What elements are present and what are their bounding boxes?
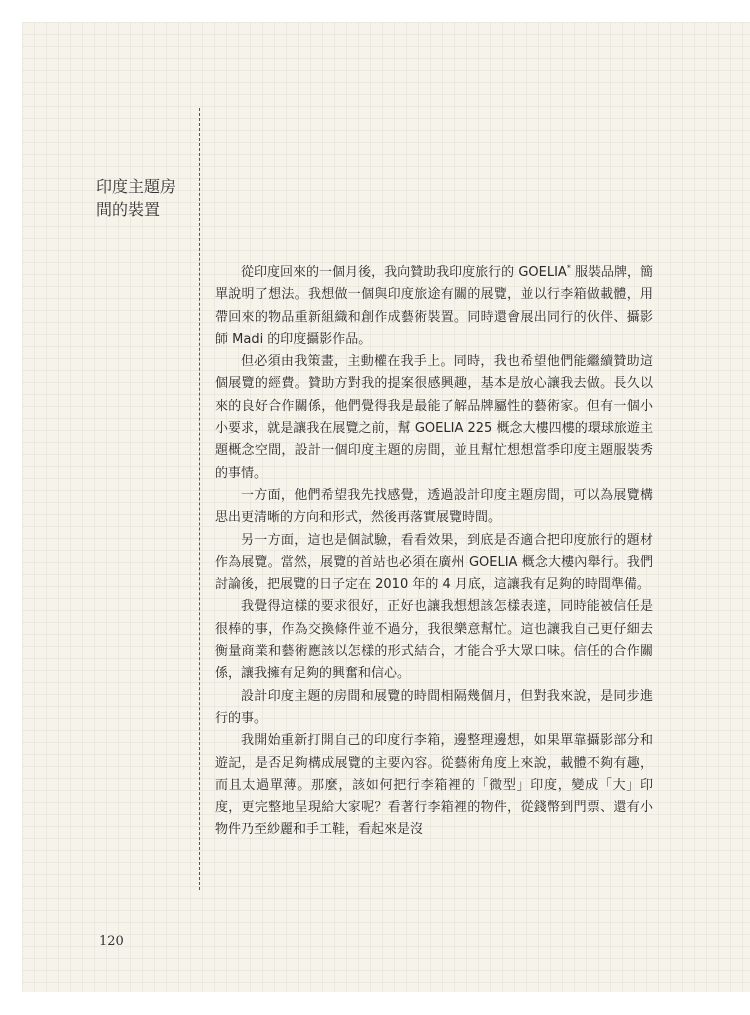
paragraph-1 — [215, 262, 653, 351]
paragraph-3: 一方面，他們希望我先找感覺，透過設計印度主題房間，可以為展覽構思出更清晰的方向和形式，然後再落實展覽時間。 — [215, 487, 653, 526]
paragraph-1-text-b: 服裝品牌，簡單說明了想法。我想做一個與印度旅途有關的展覽，並以行李箱做載體，用帶回來的物品重新組織和創作成藝術裝置。同時還會展出同行的伙伴、攝影師 Madi 的印度攝影作品。 — [215, 265, 653, 347]
footnote-mark: * — [566, 263, 571, 273]
page-number: 120 — [99, 934, 124, 949]
paragraph-5: 我覺得這樣的要求很好，正好也讓我想想該怎樣表達，同時能被信任是很棒的事，作為交換條件並不過分，我很樂意幫忙。這也讓我自己更仔細去衡量商業和藝術應該以怎樣的形式結合，才能合乎大眾口味。信任的合作關係，讓我擁有足夠的興奮和信心。 — [215, 599, 653, 682]
paragraph-1-text-a: 從印度回來的一個月後，我向贊助我印度旅行的 GOELIA — [241, 265, 567, 280]
paragraph-4: 另一方面，這也是個試驗，看看效果，到底是否適合把印度旅行的題材作為展覽。當然，展覽的首站也必須在廣州 GOELIA 概念大樓內舉行。我們討論後，把展覽的日子定在 2010 年的 4 月底，這讓我有足夠的時間準備。 — [215, 532, 653, 593]
body-text — [215, 262, 653, 842]
paragraph-7: 我開始重新打開自己的印度行李箱，邊整理邊想，如果單靠攝影部分和遊記，是否足夠構成展覽的主要內容。從藝術角度上來說，載體不夠有趣，而且太過單薄。那麼，該如何把行李箱裡的「微型」印度，變成「大」印度，更完整地呈現給大家呢？看著行李箱裡的物件，從錢幣到門票、還有小物件乃至紗麗和手工鞋，看起來是沒 — [215, 733, 653, 838]
section-title — [96, 175, 196, 221]
dashed-divider — [199, 108, 200, 890]
paragraph-6: 設計印度主題的房間和展覽的時間相隔幾個月，但對我來說，是同步進行的事。 — [215, 688, 653, 726]
section-title-line-1: 印度主題房 — [96, 177, 177, 196]
paragraph-2: 但必須由我策畫，主動權在我手上。同時，我也希望他們能繼續贊助這個展覽的經費。贊助方對我的提案很感興趣，基本是放心讓我去做。長久以來的良好合作關係，他們覺得我是最能了解品牌屬性的藝術家。但有一個小小要求，就是讓我在展覽之前，幫 GOELIA 225 概念大樓四樓的環球旅遊主題概念空間，設計一個印度主題的房間，並且幫忙想想當季印度主題服裝秀的事情。 — [215, 354, 653, 481]
section-title-line-2: 間的裝置 — [96, 200, 161, 219]
